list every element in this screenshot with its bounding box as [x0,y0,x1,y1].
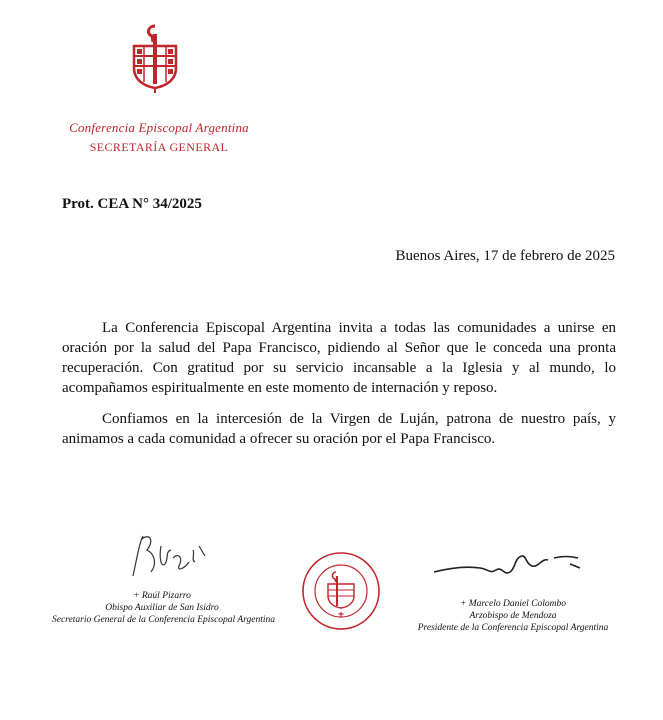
signatory-block-left [52,590,276,626]
signatory-name: + Marcelo Daniel Colombo [459,599,567,609]
signatory-position: Presidente de la Conferencia Episcopal Argentina [417,623,609,633]
letter-date: Buenos Aires, 17 de febrero de 2025 [395,248,615,264]
handwritten-signature-colombo [430,548,600,583]
signatory-role: Obispo Auxiliar de San Isidro [105,603,219,613]
body-paragraph-1: La Conferencia Episcopal Argentina invita a todas las comunidades a unirse en oración por la salud del Papa Francisco, pidiendo al Señor que le conceda una pronta recuperación. Con gratitud por su servicio incansable a la Iglesia y al mundo, lo acompañamos espiritualmente en este momento de internación y reposo. [62,320,616,396]
signatory-block-right [408,598,618,634]
org-department: SECRETARÍA GENERAL [89,140,229,154]
cea-crest-icon [120,22,190,94]
org-name: Conferencia Episcopal Argentina [69,120,249,135]
signatory-name: + Raúl Pizarro [133,591,191,601]
signatory-position: Secretario General de la Conferencia Episcopal Argentina [52,615,276,625]
official-seal-icon [300,550,382,632]
protocol-number: Prot. CEA N° 34/2025 [62,196,202,212]
signatory-role: Arzobispo de Mendoza [469,611,557,621]
body-paragraph-2: Confiamos en la intercesión de la Virgen de Luján, patrona de nuestro país, y animamos a cada comunidad a ofrecer su oración por el Papa Francisco. [62,411,616,447]
handwritten-signature-pizarro [125,528,215,583]
